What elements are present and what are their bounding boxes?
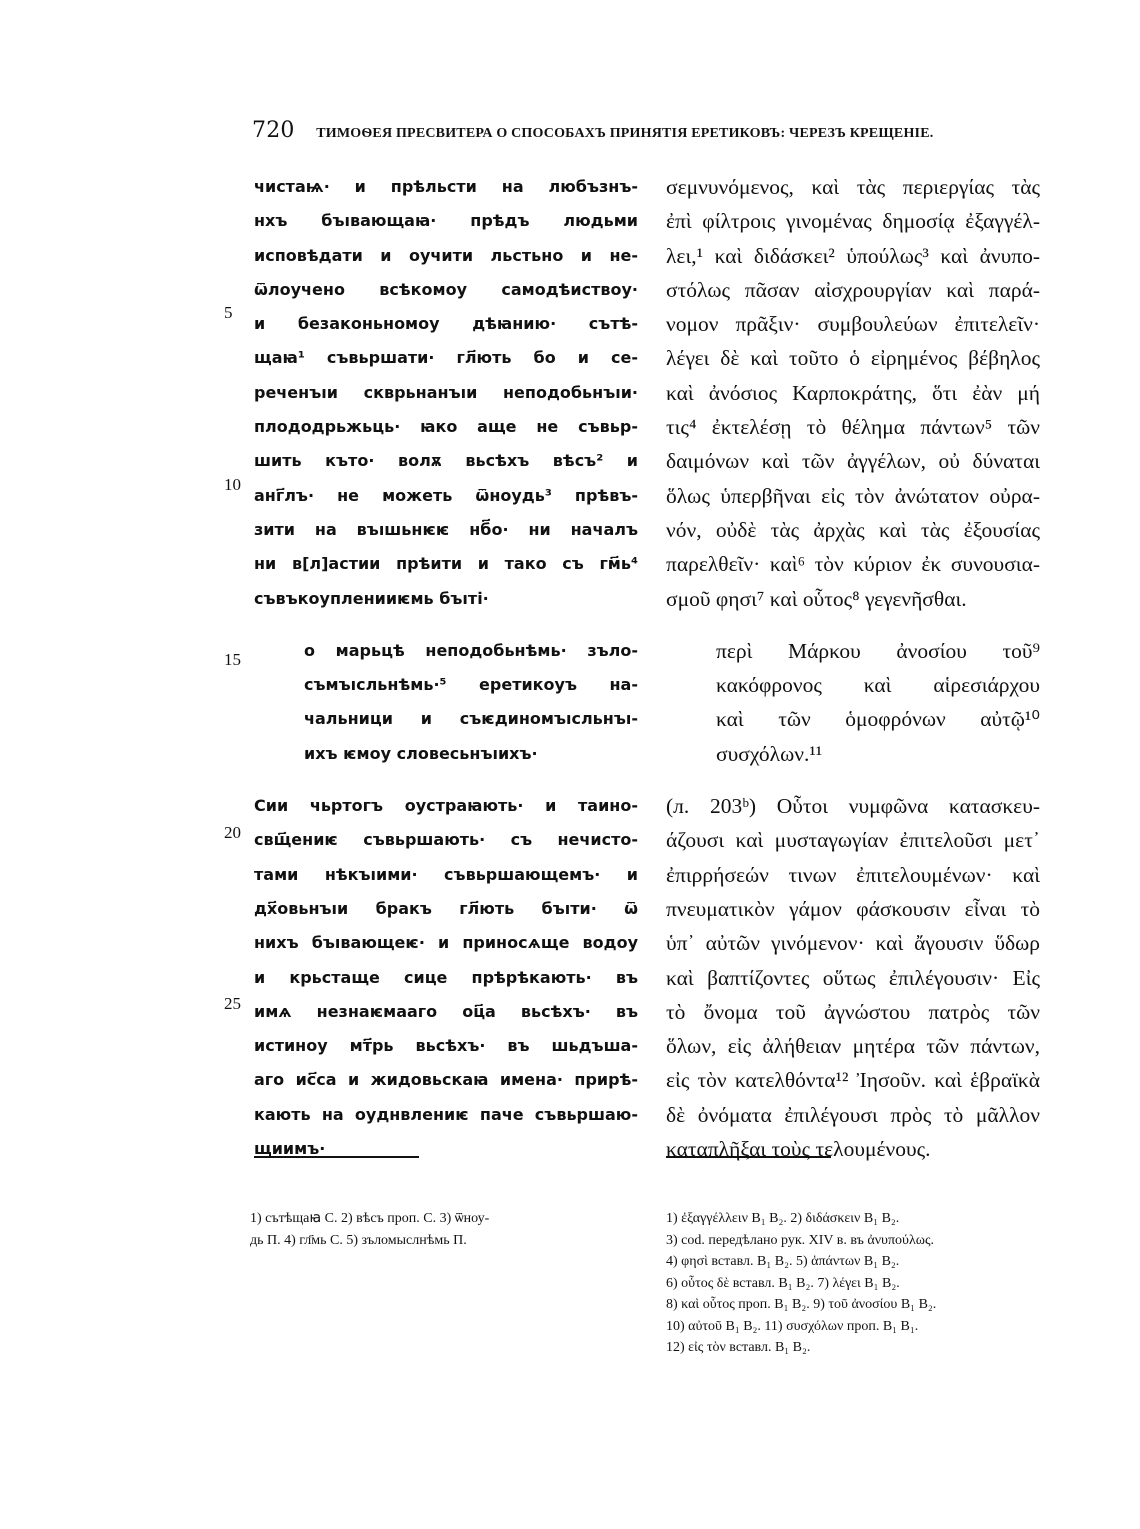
line-number-5: 5 bbox=[224, 303, 233, 322]
footnote-rule-right bbox=[666, 1156, 831, 1158]
greek-paragraph-2 bbox=[666, 789, 1040, 1166]
text-line: στόλως πᾶσαν αἰσχρουργίαν καὶ παρά- bbox=[666, 277, 1040, 302]
text-line: и крьстаще сице прѣрѣкають· въ bbox=[254, 967, 638, 987]
heading-line: о марьцѣ неподобьнѣмь· зъло- bbox=[304, 640, 638, 660]
text-line: καὶ ἀνόσιος Καρποκράτης, ὅτι ἐὰν μή bbox=[666, 380, 1040, 405]
text-line: καταπλῆξαι τοὺς τελουμένους. bbox=[666, 1137, 931, 1162]
greek-section-heading bbox=[666, 634, 1040, 771]
footnote-line: 1) сътѣщаꙗ С. 2) вѣсъ проп. С. 3) ѿноу- bbox=[250, 1211, 490, 1226]
footnotes-greek bbox=[666, 1208, 1046, 1359]
text-line: дх҃овьнъıи бракъ гл҃ють бъıти· ѿ bbox=[254, 898, 638, 918]
heading-line: съмъıсльнѣмь·⁵ еретикоуъ на- bbox=[304, 675, 638, 695]
heading-line: περὶ Μάρκου ἀνοσίου τοῦ⁹ bbox=[716, 638, 1040, 663]
greek-column bbox=[666, 170, 1040, 1166]
text-line: истиноу мт҃рь вьсѣхъ· въ шьдъша- bbox=[254, 1036, 638, 1056]
slavonic-paragraph-1 bbox=[254, 170, 638, 616]
greek-paragraph-1 bbox=[666, 170, 1040, 616]
slavonic-paragraph-2 bbox=[254, 789, 638, 1166]
text-line: καὶ βαπτίζοντες οὕτως ἐπιλέγουσιν· Εἰς bbox=[666, 965, 1040, 990]
text-line: тами нѣкъıими· съвьршающемъ· и bbox=[254, 864, 638, 884]
text-line: Сии чьртогъ оустраꙗють· и таино- bbox=[254, 796, 638, 816]
text-line: σμοῦ φησι⁷ καὶ οὗτος⁸ γεγενῆσθαι. bbox=[666, 586, 967, 611]
text-line: нхъ бъıвающаꙗ· прѣдъ людьми bbox=[254, 211, 638, 231]
text-line: реченъıи скврьнанъıи неподобьнъıи· bbox=[254, 382, 638, 402]
footnote-line: 1) ἐξαγγέλλειν B₁ B₂. 2) διδάσκειν B₁ B₂. bbox=[666, 1211, 900, 1226]
footnote-rule-left bbox=[254, 1156, 419, 1158]
text-line: εἰς τὸν κατελθόντα¹² Ἰησοῦν. καὶ ἑβραϊκὰ bbox=[666, 1068, 1040, 1093]
text-line: кають на оуднвлениѥ паче съвьршаю- bbox=[254, 1104, 638, 1124]
heading-line: чальници и съѥдиномъıсльнъı- bbox=[304, 709, 638, 729]
text-line: зити на въıшьнѥѥ нб҃о· ни началъ bbox=[254, 519, 638, 539]
line-number-20: 20 bbox=[224, 823, 241, 842]
text-line: имѧ незнаѥмааго оц҃а вьсѣхъ· въ bbox=[254, 1001, 638, 1021]
text-line: λει,¹ καὶ διδάσκει² ὑπούλως³ καὶ ἀνυπο- bbox=[666, 243, 1040, 268]
line-number-10: 10 bbox=[224, 475, 241, 494]
text-line: δὲ ὀνόματα ἐπιλέγουσι πρὸς τὸ μᾶλλον bbox=[666, 1102, 1040, 1127]
text-line: щиимъ· bbox=[254, 1139, 326, 1159]
text-line: плододрьжьць· ꙗко аще не съвьр- bbox=[254, 417, 638, 437]
heading-line: κακόφρονος καὶ αἱρεσιάρχου bbox=[716, 673, 1040, 698]
text-line: ни в[л]астии прѣити и тако съ гм҃ь⁴ bbox=[254, 554, 638, 574]
footnote-line: дь П. 4) гл҃мь С. 5) зъломыслнѣмь П. bbox=[250, 1233, 467, 1248]
text-line: νόν, οὐδὲ τὰς ἀρχὰς καὶ τὰς ἐξουσίας bbox=[666, 517, 1040, 542]
heading-line: καὶ τῶν ὁμοφρόνων αὐτῷ¹⁰ bbox=[716, 707, 1040, 732]
line-number-25: 25 bbox=[224, 994, 241, 1013]
text-line: исповѣдати и оучити льстьно и не- bbox=[254, 245, 638, 265]
text-line: (л. 203ᵇ) Οὗτοι νυμφῶνα κατασκευ- bbox=[666, 794, 1040, 819]
text-line: съвъкоупленииѥмь бъıті· bbox=[254, 588, 489, 608]
footnote-line: 3) cod. передѣлано рук. XIV в. въ ἀνυπούλως. bbox=[666, 1232, 935, 1248]
footnote-line: 6) οὗτος δὲ вставл. B₁ B₂. 7) λέγει B₁ B₂. bbox=[666, 1275, 900, 1291]
text-line: ἐπὶ φίλτροις γινομένας δημοσίᾳ ἐξαγγέλ- bbox=[666, 209, 1040, 234]
text-line: πνευματικὸν γάμον φάσκουσιν εἶναι τὸ bbox=[666, 896, 1040, 921]
text-line: άζουσι καὶ μυσταγωγίαν ἐπιτελοῦσι μετ᾽ bbox=[666, 828, 1040, 853]
text-line: шить къто· волѫ вьсѣхъ вѣсъ² и bbox=[254, 451, 638, 471]
text-line: ὅλων, εἰς ἀλήθειαν μητέρα τῶν πάντων, bbox=[666, 1034, 1040, 1059]
text-line: и безаконьномоу дѣꙗнию· сътѣ- bbox=[254, 314, 638, 334]
page-number: 720 bbox=[252, 118, 295, 143]
slavonic-section-heading bbox=[254, 634, 638, 771]
text-line: анг҃лъ· не можеть ѿноудь³ прѣвъ- bbox=[254, 485, 638, 505]
footnote-line: 12) εἰς τὸν вставл. B₁ B₂. bbox=[666, 1340, 811, 1355]
heading-line: συσχόλων.¹¹ bbox=[716, 741, 823, 766]
text-line: щаꙗ¹ съвьршати· гл҃ють бо и се- bbox=[254, 348, 638, 368]
slavonic-column bbox=[254, 170, 638, 1166]
text-line: σεμνυνόμενος, καὶ τὰς περιεργίας τὰς bbox=[666, 175, 1040, 199]
text-line: свщ҃ениѥ съвьршають· съ нечисто- bbox=[254, 830, 638, 850]
running-header bbox=[252, 118, 1042, 143]
text-line: δαιμόνων καὶ τῶν ἀγγέλων, οὐ δύναται bbox=[666, 449, 1040, 474]
text-line: λέγει δὲ καὶ τοῦτο ὁ εἰρημένος βέβηλος bbox=[666, 346, 1040, 371]
text-line: τὸ ὄνομα τοῦ ἀγνώστου πατρὸς τῶν bbox=[666, 999, 1040, 1024]
footnote-line: 8) καὶ οὗτος проп. B₁ B₂. 9) τοῦ ἀνοσίου B₁ B₂. bbox=[666, 1297, 937, 1312]
text-line: чистаѩ· и прѣльсти на любъзнъ- bbox=[254, 177, 638, 196]
text-line: ὅλως ὑπερβῆναι εἰς τὸν ἀνώτατον οὐρα- bbox=[666, 483, 1040, 508]
text-line: ὑπ᾽ αὐτῶν γινόμενον· καὶ ἄγουσιν ὕδωρ bbox=[666, 931, 1040, 956]
heading-line: ихъ ѥмоу словесьнъıихъ· bbox=[304, 743, 538, 763]
text-line: νομον πρᾶξιν· συμβουλεύων ἐπιτελεῖν· bbox=[666, 312, 1040, 337]
text-line: аго ис҃са и жидовьскаꙗ имена· прирѣ- bbox=[254, 1070, 638, 1090]
running-title: ТИМОѲЕЯ ПРЕСВИТЕРА О СПОСОБАХЪ ПРИНЯТІЯ ЕРЕТИКОВЪ: ЧЕРЕЗЪ КРЕЩЕНІЕ. bbox=[316, 126, 934, 141]
text-line: нихъ бъıвающеѥ· и приносѧще водоу bbox=[254, 933, 638, 953]
footnote-line: 4) φησὶ вставл. B₁ B₂. 5) ἁπάντων B₁ B₂. bbox=[666, 1254, 900, 1269]
text-line: ѿлоучено всѣкомоу самодѣиствоу· bbox=[254, 279, 638, 299]
footnote-line: 10) αὐτοῦ B₁ B₂. 11) συσχόλων проп. B₁ B₁. bbox=[666, 1318, 919, 1334]
text-line: παρελθεῖν· καὶ⁶ τὸν κύριον ἐκ συνουσια- bbox=[666, 552, 1040, 577]
text-line: τις⁴ ἐκτελέσῃ τὸ θέλημα πάντων⁵ τῶν bbox=[666, 415, 1040, 440]
footnotes-slavonic bbox=[250, 1208, 610, 1252]
text-line: ἐπιρρήσεών τινων ἐπιτελουμένων· καὶ bbox=[666, 862, 1040, 887]
line-number-15: 15 bbox=[224, 650, 241, 669]
